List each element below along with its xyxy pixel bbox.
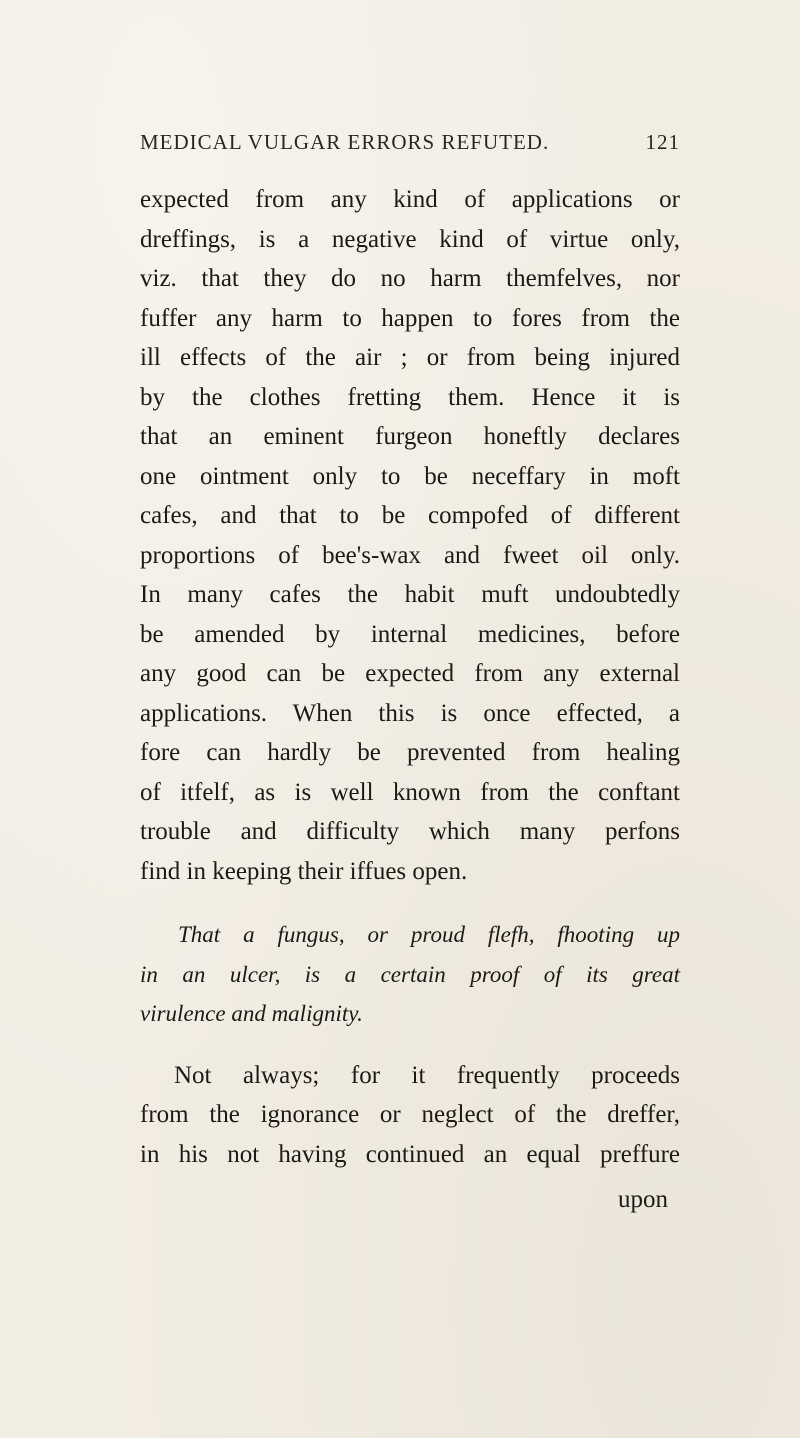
text-line: trouble and difficulty which many perfons — [140, 818, 680, 845]
paragraph-1 — [140, 180, 680, 891]
text-line: applications. When this is once effected, a — [140, 699, 680, 727]
heading-line: virulence and malignity. — [140, 1001, 363, 1026]
text-line: of itfelf, as is well known from the conftant — [140, 778, 680, 806]
text-line: be amended by internal medicines, before — [140, 620, 680, 648]
text-line: expected from any kind of applications or — [140, 186, 680, 213]
text-line: from the ignorance or neglect of the dreffer, — [140, 1101, 680, 1128]
text-line: in his not having continued an equal preffure — [140, 1140, 680, 1168]
text-line: dreffings, is a negative kind of virtue only, — [140, 225, 680, 253]
page-number: 121 — [645, 130, 680, 154]
text-line: ill effects of the air ; or from being injured — [140, 344, 680, 371]
heading-line: in an ulcer, is a certain proof of its great — [140, 961, 680, 987]
text-line: any good can be expected from any external — [140, 660, 680, 687]
running-title: MEDICAL VULGAR ERRORS REFUTED. — [140, 130, 550, 154]
error-heading — [140, 915, 680, 1034]
page-body — [140, 180, 680, 1220]
paragraph-2 — [140, 1056, 680, 1175]
text-line: viz. that they do no harm themfelves, nor — [140, 265, 680, 292]
text-line: one ointment only to be neceffary in moft — [140, 462, 680, 490]
heading-line: That a fungus, or proud flefh, fhooting up — [178, 922, 680, 947]
catchword: upon — [618, 1186, 668, 1213]
text-line: proportions of bee's-wax and fweet oil only. — [140, 541, 680, 569]
text-line: In many cafes the habit muft undoubtedly — [140, 581, 680, 608]
text-line: fuffer any harm to happen to fores from the — [140, 304, 680, 332]
text-line: fore can hardly be prevented from healing — [140, 739, 680, 766]
text-line: by the clothes fretting them. Hence it is — [140, 383, 680, 411]
text-line: Not always; for it frequently proceeds — [174, 1061, 680, 1089]
text-line: find in keeping their iffues open. — [140, 857, 468, 885]
text-line: cafes, and that to be compofed of different — [140, 502, 680, 529]
text-line: that an eminent furgeon honeftly declares — [140, 423, 680, 450]
